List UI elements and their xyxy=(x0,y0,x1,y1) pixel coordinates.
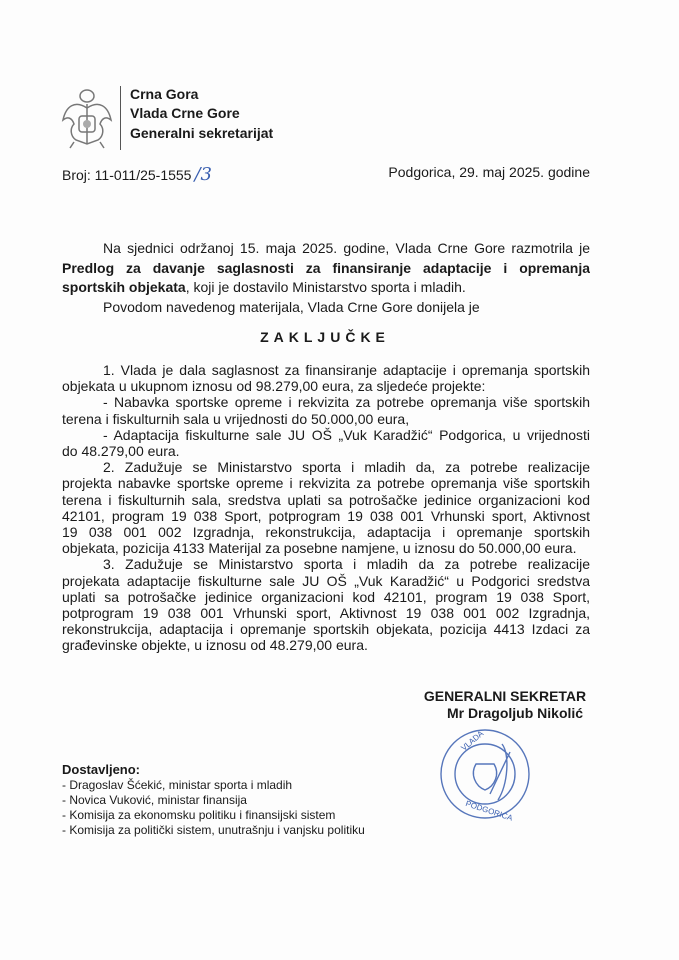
reference-number: Broj: 11-011/25-1555 xyxy=(62,167,192,183)
body-line: 42101, program 19 038 Sport, potprogram 19 038 001 Vrhunski sport, Aktivnost xyxy=(62,507,590,524)
intro-submitter: , koji je dostavilo Ministarstvo sporta i mladih. xyxy=(185,279,466,295)
signatory-name: Mr Dragoljub Nikolić xyxy=(446,705,584,721)
body-line: 3. Zadužuje se Ministarstvo sporta i mladih da za potrebe realizacije xyxy=(103,556,590,573)
header-divider xyxy=(120,86,121,150)
body-line: projekta nabavke sportske opreme i rekvizita za potrebe opremanja više sportskih xyxy=(62,475,590,492)
body-line: uplati sa potrošačke jedinice organizacioni kod 42101, program 19 038 Sport, xyxy=(62,588,590,605)
reference-line xyxy=(62,164,212,185)
place-date: Podgorica, 29. maj 2025. godine xyxy=(388,164,590,180)
body-line: terena i fiskulturnih sala, sredstva uplati sa potrošačke jedinice organizacioni kod xyxy=(62,491,590,508)
document-title: ZAKLJUČKE xyxy=(260,329,390,345)
svg-text:PODGORICA: PODGORICA xyxy=(464,799,514,823)
intro-line: Povodom navedenog materijala, Vlada Crne Gore donijela je xyxy=(103,299,480,315)
signatory-title: GENERALNI SEKRETAR xyxy=(423,688,587,704)
handwritten-suffix: /3 xyxy=(194,164,212,185)
header-department: Generalni sekretarijat xyxy=(130,125,274,141)
delivered-item: - Komisija za ekonomsku politiku i finansijski sistem xyxy=(62,808,336,822)
body-line: 1. Vlada je dala saglasnost za finansiranje adaptacije i opremanja sportskih xyxy=(103,362,590,378)
official-stamp-icon xyxy=(420,724,550,824)
body-line: objekata u ukupnom iznosu od 98.279,00 eura, za sljedeće projekte: xyxy=(62,378,486,395)
intro-subject: Predlog za davanje saglasnosti za finansiranje adaptacije i opremanja xyxy=(62,260,590,276)
body-line: 2. Zadužuje se Ministarstvo sporta i mladih da, za potrebe realizacije xyxy=(103,459,590,476)
body-line: projekata adaptacije fiskulturne sale JU OŠ „Vuk Karadžić“ u Podgorici sredstva xyxy=(62,572,590,589)
body-line: potprogram 19 038 001 Vrhunski sport, Aktivnost 19 038 001 002 Izgradnja, xyxy=(62,605,590,621)
body-line: objekata, pozicija 4133 Materijal za posebne namjene, u iznosu do 50.000,00 eura. xyxy=(62,540,577,557)
header-government: Vlada Crne Gore xyxy=(130,105,240,121)
body-line: rekonstrukcija, adaptacija i opremanje sportskih objekata, pozicija 4413 Izdaci za xyxy=(62,621,590,638)
delivered-label: Dostavljeno: xyxy=(62,762,141,777)
coat-of-arms-icon xyxy=(60,86,114,150)
body-line: do 48.279,00 eura. xyxy=(62,443,180,459)
body-line: 19 038 001 002 Izgradnja, rekonstrukcija, adaptacija i opremanje sportskih xyxy=(62,524,590,540)
body-line: - Nabavka sportske opreme i rekvizita za potrebe opremanja više sportskih xyxy=(103,394,590,411)
intro-line: Na sjednici održanoj 15. maja 2025. godine, Vlada Crne Gore razmotrila je xyxy=(103,240,590,256)
delivered-item: - Komisija za politički sistem, unutrašnju i vanjsku politiku xyxy=(62,823,365,837)
body-line: građevinske objekte, u iznosu od 48.279,00 eura. xyxy=(62,637,368,654)
header-country: Crna Gora xyxy=(130,86,199,102)
delivered-item: - Novica Vuković, ministar finansija xyxy=(62,793,247,807)
intro-subject-end: sportskih objekata xyxy=(62,279,186,295)
intro-line xyxy=(62,279,590,295)
body-line: terena i fiskulturnih sala u vrijednosti do 50.000,00 eura, xyxy=(62,410,410,427)
svg-text:VLADA: VLADA xyxy=(459,728,486,753)
body-line: - Adaptacija fiskulturne sale JU OŠ „Vuk Karadžić“ Podgorica, u vrijednosti xyxy=(103,426,590,443)
delivered-item: - Dragoslav Šćekić, ministar sporta i mladih xyxy=(62,778,293,792)
